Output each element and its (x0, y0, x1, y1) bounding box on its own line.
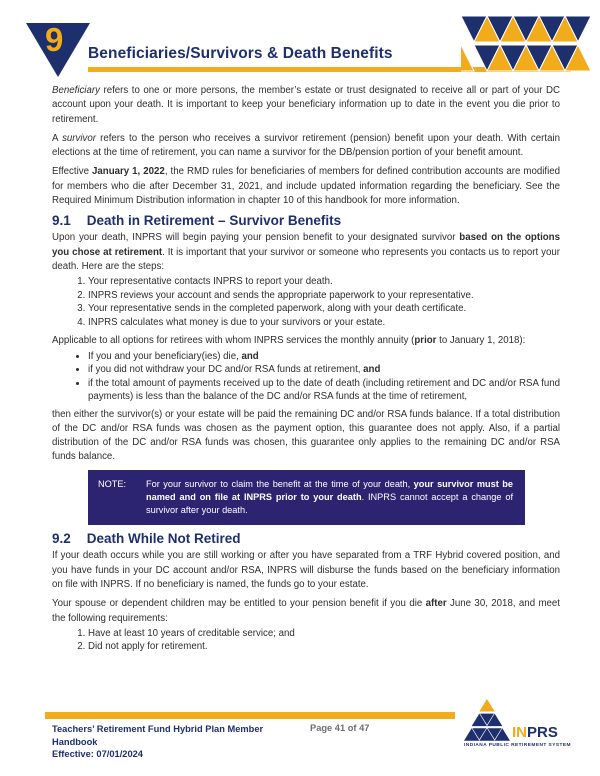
doc-title: Teachers’ Retirement Fund Hybrid Plan Member Handbook (52, 724, 264, 747)
intro-paragraph-rmd: Effective January 1, 2022, the RMD rules for beneficiaries of members for defined contribution accounts are modified for members who die after December 31, 2021, and include updated information regarding the beneficiary. See the Required Minimum Distribution information in chapter 10 of this handbook for more information. (52, 166, 560, 207)
section-title: Death in Retirement – Survivor Benefits (86, 213, 342, 229)
document-body (52, 84, 560, 659)
intro-paragraph-survivor: A survivor refers to the person who receives a survivor retirement (pension) benefit upon your death. With certain elections at the time of retirement, you can name a survivor for the DB/pension portion of your benefit amount. (52, 132, 560, 159)
section-91-intro: Upon your death, INPRS will begin paying your pension benefit to your designated survivor based on the options you chose at retirement. It is important that your survivor or someone who represents you contacts us to report your death. Here are the steps: (52, 232, 560, 272)
section-number: 9.2 (52, 531, 71, 547)
section-92-paragraph-2: Your spouse or dependent children may be entitled to your pension benefit if you die after June 30, 2018, and meet the following requirements: (52, 598, 561, 624)
list-item: 4. INPRS calculates what money is due to your survivors or your estate. (88, 316, 560, 330)
footer-rule (45, 712, 455, 719)
effective-date: Effective: 07/01/2024 (52, 749, 143, 759)
list-item: • if the total amount of payments received up to the date of death (including retirement and DC and/or RSA fund payments) is less than the balance of the DC and/or RSA funds at the time of retirement, (88, 377, 560, 404)
triangle-pattern-decoration (461, 16, 595, 73)
page-indicator: Page 41 of 47 (310, 723, 370, 733)
logo-brand-in: IN (512, 724, 527, 741)
section-91-heading (52, 213, 560, 229)
logo-tagline: INDIANA PUBLIC RETIREMENT SYSTEM (464, 743, 571, 748)
steps-list (52, 275, 560, 329)
list-item: 1. Your representative contacts INPRS to report your death. (88, 275, 560, 289)
note-body: For your survivor to claim the benefit at the time of your death, your survivor must be named and on file at INPRS prior to your death. INPRS cannot accept a change of survivor after your death. (146, 478, 513, 516)
footer-left (52, 723, 297, 761)
list-item: 2. INPRS reviews your account and sends the appropriate paperwork to your representative. (88, 289, 560, 303)
list-item: 3. Your representative sends in the completed paperwork, along with your death certificate. (88, 302, 560, 316)
chapter-triangle-icon (25, 22, 91, 78)
section-title: Death While Not Retired (86, 531, 241, 547)
intro-paragraph-beneficiary: Beneficiary refers to one or more persons, the member’s estate or trust designated to receive all or part of your DC account upon your death. It is important to keep your beneficiary information up to date in the event you die prior to retirement. (52, 85, 560, 125)
requirements-list (52, 627, 560, 654)
section-number: 9.1 (52, 213, 71, 229)
logo-brand-prs: PRS (527, 724, 558, 741)
note-label: NOTE: (98, 478, 127, 489)
list-item: 2. Did not apply for retirement. (88, 640, 560, 654)
inprs-logo (464, 698, 589, 748)
list-item: 1. Have at least 10 years of creditable service; and (88, 627, 560, 641)
conclusion-paragraph: then either the survivor(s) or your estate will be paid the remaining DC and/or RSA funds balance. If a total distribution of the DC and/or RSA funds was chosen as the payment option, this guarantee does not apply. Also, if a partial distribution of the DC and/or RSA funds was chosen, this guarantee only applies to the remaining DC and/or RSA funds balance. (52, 408, 560, 463)
section-92-paragraph-1: If your death occurs while you are still working or after you have separated from a TRF Hybrid covered position, and you have funds in your DC account and/or RSA, INPRS will disburse the funds based on the beneficiary information on file with INPRS. If no beneficiary is named, the funds go to your estate. (52, 550, 560, 590)
applicability-paragraph: Applicable to all options for retirees with whom INPRS services the monthly annuity (prior to January 1, 2018): (52, 335, 526, 347)
conditions-list (52, 350, 560, 404)
page-title: Beneficiaries/Survivors & Death Benefits (88, 45, 393, 62)
list-item: • If you and your beneficiary(ies) die, and (88, 350, 560, 364)
list-item: • if you did not withdraw your DC and/or RSA funds at retirement, and (88, 363, 560, 377)
chapter-number: 9 (45, 21, 64, 58)
note-box (88, 470, 525, 526)
section-92-heading (52, 531, 560, 547)
logo-brand (512, 725, 558, 740)
logo-pyramid-icon (464, 698, 510, 741)
